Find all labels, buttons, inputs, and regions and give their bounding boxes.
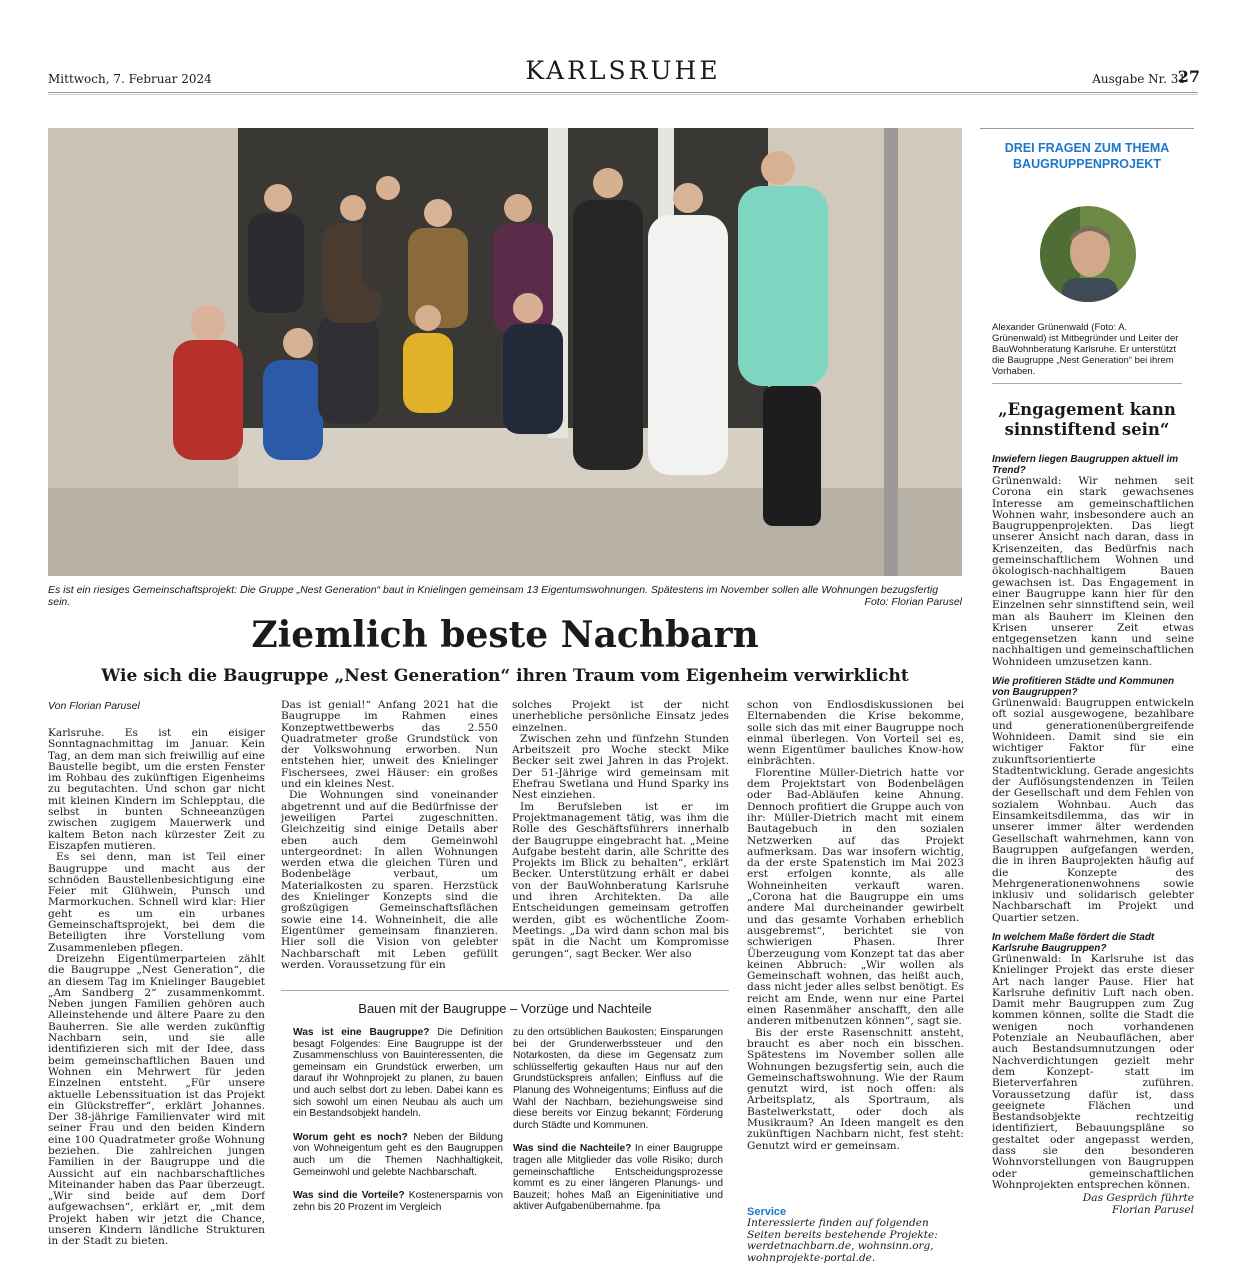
info-item (513, 1143, 723, 1213)
interview-answer: Grünenwald: Baugruppen entwickeln oft sozial ausgewogene, bezahlbare und generationenübergreifende Wohnideen. Damit sind sie ein wichtiger Faktor für eine zukunftsorientierte Stadtentwicklung. Gerade angesichts der Auflösungstendenzen in Teilen der Gesellschaft und dem Fehlen von sozialem Wohnbau. Auch das Einsamkeitsdilemma, das wir in unserer immer älter werdenden Gesellschaft wahrnehmen, kann von Baugruppen aufgefangen werden, die in ihren Bauprojekten häufig auf die Konzepte des Mehrgenerationenwohnens sowie inklusiv und solidarisch gelebter Nachbarschaft im Projekt und Quartier setzen. (992, 697, 1194, 924)
info-question: Was ist eine Baugruppe? (293, 1027, 430, 1038)
portrait-caption: Alexander Grünenwald (Foto: A. Grünenwald) ist Mitbegründer und Leiter der BauWohnberatung Karlsruhe. Er unterstützt die Baugruppe „Nest Generation“ bei ihrem Vorhaben. (992, 322, 1179, 377)
info-item (293, 1190, 503, 1213)
interview-headline: „Engagement kann sinnstiftend sein“ (998, 400, 1176, 439)
interview-signoff (992, 1193, 1194, 1216)
interview-question: In welchem Maße fördert die Stadt Karlsruhe Baugruppen? (992, 931, 1155, 954)
article-column-2 (281, 700, 498, 978)
info-answer: Kostenersparnis von zehn bis 20 Prozent im Vergleich (293, 1190, 503, 1213)
paragraph: Es sei denn, man ist Teil einer Baugruppe und macht aus der schnöden Baustellenbesichtigung eine Feier mit Glühwein, Punsch und Marmorkuchen. Schnell wird klar: Hier geht es um ein urbanes Gemeinschaftsprojekt, bei dem die Beteiligten ihre Vorstellung vom Zusammenleben pflegen. (48, 851, 265, 954)
interview-question: Inwiefern liegen Baugruppen aktuell im Trend? (992, 454, 1179, 476)
interview-answer: Grünenwald: Wir nehmen seit Corona ein stark gewachsenes Interesse am gemeinschaftlichen Wohnen wahr, insbesondere auch an Baugruppenprojekten. Das liegt unserer Ansicht nach daran, dass in Krisenzeiten, das Bedürfnis nach gemeinschaftlichem Wohnen und ökologisch-nachhaltigem Bauen gewachsen ist. Das Engagement in einer Baugruppe kann hier für den Einzelnen sehr sinnstiftend sein, weil man als Bauherr im Kleinen den Krisen unserer Zeit etwas entgegensetzen kann und seine nachhaltigen und gemeinschaftlichen Wohnideen umzusetzen kann. (992, 475, 1194, 668)
group-photo (48, 128, 962, 576)
article-headline: Ziemlich beste Nachbarn (251, 614, 759, 656)
paragraph: Im Berufsleben ist er im Projektmanagement tätig, was ihm die Rolle des Geschäftsführers innerhalb der Baugruppe eingebracht hat. „Meine Aufgabe besteht darin, alle Schritte des Projekts im Blick zu behalten“, erklärt Becker. Unterstützung erhält er dabei von der BauWohnberatung Karlsruhe und ihren Architekten. Da alle Entscheidungen gemeinsam getroffen werden, gibt es wöchentliche Zoom-Meetings. „Da wird dann schon mal bis spät in die Nacht um Kompromisse gerungen“, sagt Becker. Wer also (512, 800, 729, 960)
article-column-1 (48, 728, 265, 1278)
paragraph: Karlsruhe. Es ist ein eisiger Sonntagnachmittag im Januar. Kein Tag, an dem man sich freiwillig auf eine Baustelle begibt, um die ersten Fenster im Rohbau des zukünftigen Eigenheims zu begutachten. Und schon gar nicht mit kleinen Kindern im Schlepptau, die selbst in bunten Schneeanzügen zwischen zugigem Mauerwerk und kaltem Beton nach kürzester Zeit zu Eiszapfen mutieren. (48, 728, 265, 852)
interview-signoff-line: Das Gespräch führte (1082, 1192, 1194, 1205)
service-heading: Service (747, 1206, 787, 1218)
paragraph: Die Wohnungen sind voneinander abgetrennt und auf die Bedürfnisse der jeweiligen Partei zugeschnitten. Gleichzeitig sind einige Details aber eben auch dem Gemeinwohl untergeordnet: In allen Wohnungen werden etwa die gleichen Türen und Bodenbeläge verbaut, um Materialkosten zu sparen. Herzstück des Knielinger Konzepts sind die großzügigen Gemeinschaftsflächen sowie eine 14. Wohneinheit, die alle Eigentümer gemeinsam finanzieren. Hier soll die Vision von gelebter Nachbarschaft mit Leben gefüllt werden. Voraussetzung für ein (281, 789, 498, 971)
info-box-column-left (293, 1027, 503, 1225)
article-subheadline: Wie sich die Baugruppe „Nest Generation“ ihren Traum vom Eigenheim verwirklicht (101, 666, 909, 686)
paragraph: Bis der erste Rasenschnitt ansteht, braucht es aber noch ein bisschen. Spätestens im November sollen alle Wohnungen bezugsfertig sein, auch die Gemeinschaftswohnung. Wie der Raum genutzt wird, ist noch offen: als Arbeitsplatz, als Sportraum, als Bastelwerkstatt, oder doch als Musikraum? An Ideen mangelt es den zukünftigen Nachbarn nicht, fest steht: Genutzt wird er gemeinsam. (747, 1026, 964, 1152)
info-question: Was sind die Vorteile? (293, 1190, 405, 1202)
info-answer: zu den ortsüblichen Baukosten; Einsparungen bei der Grunderwerbssteuer und den Notarkosten, da diese im Gegensatz zum schlüsselfertig gekauften Haus nur auf den Grundstückspreis anfallen; Einfluss auf die Planung des Wohneigentums; Einfluss auf die Wahl der Nachbarn, beziehungsweise sind diese bereits vor Einzug bekannt; Förderung durch Städte und Kommunen. (513, 1027, 723, 1131)
article-column-3 (512, 700, 729, 978)
service-box (747, 1206, 964, 1264)
sidebar-divider (980, 128, 1194, 129)
sidebar-kicker: DREI FRAGEN ZUM THEMA BAUGRUPPENPROJEKT (1004, 141, 1170, 171)
photo-caption (48, 584, 962, 608)
page-number: 27 (1177, 67, 1200, 86)
portrait-photo (1040, 206, 1136, 302)
masthead-divider (48, 92, 1198, 93)
interview-body (992, 454, 1194, 1274)
paragraph: Das ist genial!“ Anfang 2021 hat die Baugruppe im Rahmen eines Konzeptwettbewerbs das 2.550 Quadratmeter große Grundstück von der Volkswohnung erworben. Nun entstehen hier, unweit des Knielinger Fischersees, zwei Häuser: ein großes und ein kleines Nest. (281, 700, 498, 791)
interview-author: Florian Parusel (1111, 1203, 1194, 1216)
paragraph: schon von Endlosdiskussionen bei Elternabenden die Krise bekomme, solle sich das mit einer Baugruppe noch einmal überlegen. Von Vorteil sei es, wenn Eigentümer bauliches Know-how einbrächten. (747, 700, 964, 768)
info-answer: Die Definition besagt Folgendes: Eine Baugruppe ist der Zusammenschluss von Bauinteressenten, die gemeinsam ein Grundstück erwerben, um darauf ihr Wohnprojekt zu planen, zu bauen und auch selbst dort zu leben. Dabei kann es sich sowohl um einen Neubau als auch um ein Bestandsobjekt handeln. (293, 1027, 503, 1120)
photo-caption-text: Es ist ein riesiges Gemeinschaftsprojekt: Die Gruppe „Nest Generation“ baut in Knielingen gemeinsam 13 Eigentumswohnungen. Spätestens im November sollen alle Wohnungen bezugsfertig sein. (48, 584, 939, 608)
paragraph: Zwischen zehn und fünfzehn Stunden Arbeitszeit pro Woche steckt Mike Becker seit zwei Jahren in das Projekt. Der 51-Jährige wird gemeinsam mit Ehefrau Swetlana und Hund Sparky ins Nest einziehen. (512, 732, 729, 802)
masthead-divider-secondary (48, 94, 1198, 95)
issue-date: Mittwoch, 7. Februar 2024 (48, 72, 212, 86)
service-text: Interessierte finden auf folgenden Seiten bereits bestehende Projekte: werdetnachbarn.de, wohnsinn.org, wohnprojekte-portal.de. (747, 1217, 938, 1264)
article-byline: Von Florian Parusel (48, 700, 140, 712)
info-answer: In einer Baugruppe tragen alle Mitglieder das volle Risiko; durch gemeinschaftliche Entscheidungsprozesse kommt es zu einer längeren Planungs- und Bauzeit; hohes Maß an Eigeninitiative und aktiver Aufgabenübernahme. fpa (513, 1143, 723, 1213)
info-question: Was sind die Nachteile? (513, 1143, 632, 1155)
info-box (281, 990, 729, 1280)
info-box-column-right (513, 1027, 723, 1225)
section-title: KARLSRUHE (525, 56, 721, 85)
paragraph: Dreizehn Eigentümerparteien zählt die Baugruppe „Nest Generation“, die an diesem Tag im Knielinger Baugebiet „Am Sandberg 2“ zusammenkommt. Neben jungen Familien gehören auch Alleinstehende und ältere Paare zu den Bauherren. Sie alle werden zukünftig Nachbarn sein, und sie alle identifizieren sich mit der Idee, dass beim gemeinschaftlichen Bauen und Wohnen ein Mehrwert für jeden Einzelnen entsteht. „Für unsere aktuelle Lebenssituation ist das Projekt ein Glückstreffer“, erklärt Johannes. Der 38-jährige Familienvater wird mit seiner Frau und den beiden Kindern eine 100 Quadratmeter große Wohnung beziehen. Die zahlreichen jungen Familien in der Baugruppe und die Aussicht auf ein nachbarschaftliches Miteinander haben das Paar überzeugt. „Wir sind beide auf dem Dorf aufgewachsen“, erklärt er, „mit dem Projekt haben wir jetzt die Chance, unseren Kindern ländliche Strukturen in der Stadt zu bieten. (48, 952, 265, 1248)
info-box-title: Bauen mit der Baugruppe – Vorzüge und Nachteile (358, 1001, 652, 1016)
article-column-4 (747, 700, 964, 1200)
sidebar-divider-2 (992, 383, 1182, 384)
info-item (293, 1132, 503, 1178)
photo-credit: Foto: Florian Parusel (864, 596, 962, 608)
paragraph: Florentine Müller-Dietrich hatte vor dem Projektstart von Bodenbelägen oder Bad-Abläufen keine Ahnung. Dennoch profitiert die Gruppe auch von ihr: Müller-Dietrich macht mit einem Bautagebuch in den sozialen Netzwerken auf das Projekt aufmerksam. Das war insofern wichtig, da der erste Spatenstich im Mai 2023 erst erfolgen konnte, als alle Wohneinheiten verkauft waren. „Corona hat die Baugruppe ein ums andere Mal durcheinander gewirbelt und das gesamte Vorhaben erheblich ausgebremst“, berichtet sie von schwierigen Phasen. Ihrer Überzeugung vom Konzept tat das aber keinen Abbruch: „Wir wollen als Gemeinschaft wohnen, das heißt auch, dass nicht jeder alles selbst benötigt. Es reicht am Ende, wenn nur eine Partei einen Rasenmäher anschafft, den alle anderen mitbenutzen können“, sagt sie. (747, 766, 964, 1028)
info-answer: Neben der Bildung von Wohneigentum geht es den Baugruppen auch um die Themen Nachhaltigkeit, Gemeinwohl und gelebte Nachbarschaft. (293, 1131, 503, 1178)
interview-answer: Grünenwald: In Karlsruhe ist das Knielinger Projekt das erste dieser Art nach langer Pause. Hier hat Karlsruhe definitiv Luft nach oben. Damit mehr Baugruppen zum Zug kommen können, sollte die Stadt die wenigen noch vorhandenen Potenziale an Neubauflächen, aber auch Bestandsumnutzungen oder Nachverdichtungen gezielt mehr dem Konzept- statt im Bieterverfahren zuführen. Voraussetzung dafür ist, dass geeignete Flächen und Bestandsobjekte rechtzeitig identifiziert, Bebauungspläne so gestaltet oder angepasst werden, dass sie den besonderen Wohnvorstellungen von Baugruppen oder gemeinschaftlichen Wohnprojekten entsprechen können. (992, 952, 1194, 1191)
info-item (513, 1027, 723, 1131)
interview-question: Wie profitieren Städte und Kommunen von Baugruppen? (992, 676, 1175, 699)
info-question: Worum geht es noch? (293, 1131, 408, 1143)
issue-number: Ausgabe Nr. 31 (1092, 72, 1186, 86)
info-item (293, 1027, 503, 1120)
paragraph: solches Projekt ist der nicht unerhebliche persönliche Einsatz jedes einzelnen. (512, 700, 729, 734)
